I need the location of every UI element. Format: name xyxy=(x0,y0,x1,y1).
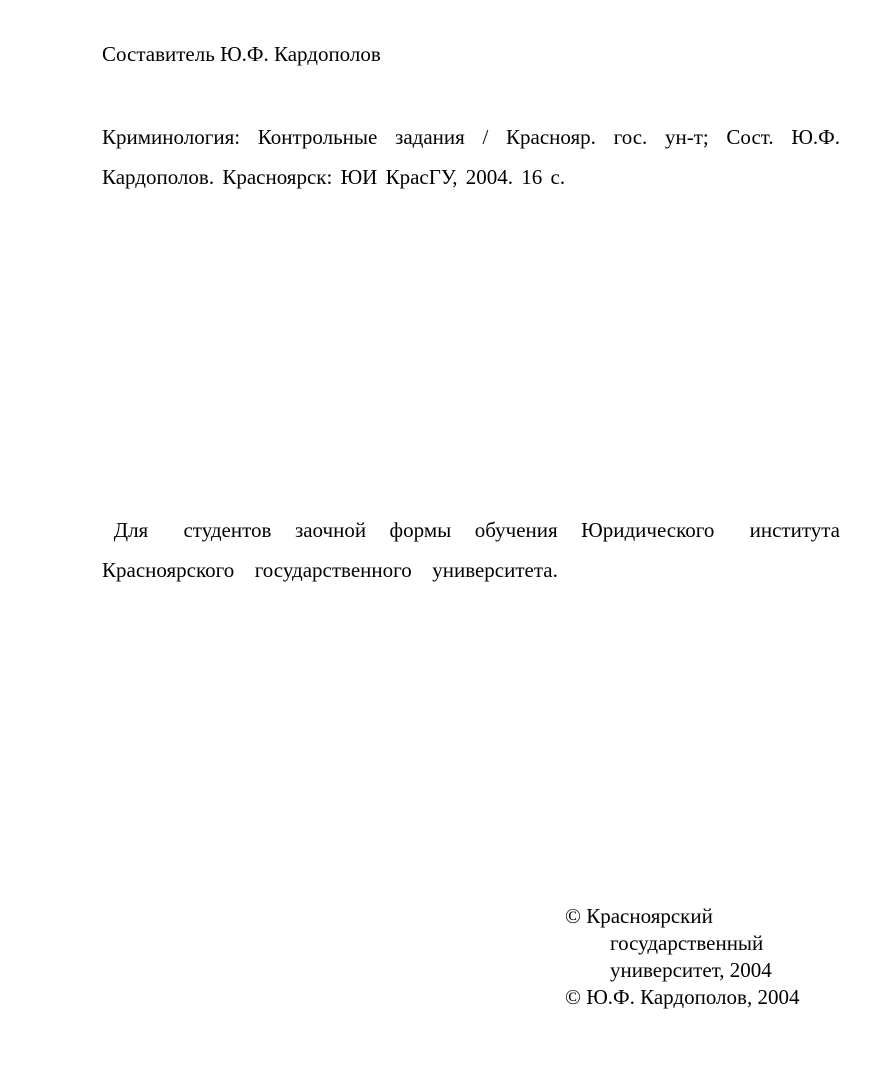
compiler-text: Составитель Ю.Ф. Кардополов xyxy=(102,42,381,66)
audience-line-2: Красноярского государственного университета. xyxy=(102,558,558,582)
bibliographic-line-2: Кардополов. Красноярск: ЮИ КрасГУ, 2004. 16 с. xyxy=(102,165,566,189)
audience-note xyxy=(102,510,840,590)
compiler-line xyxy=(102,41,840,67)
bibliographic-line-1: Криминология: Контрольные задания / Краснояр. гос. ун-т; Сост. Ю.Ф. xyxy=(102,125,840,149)
copyright-line-author: © Ю.Ф. Кардополов, 2004 xyxy=(565,985,800,1009)
copyright-line-university-3: университет, 2004 xyxy=(610,958,772,982)
copyright-line-university-2: государственный xyxy=(610,931,764,955)
audience-line-1: Для студентов заочной формы обучения Юридического института xyxy=(102,518,840,542)
copyright-line-university: © Красноярский xyxy=(565,904,713,928)
copyright-block xyxy=(565,903,865,1011)
bibliographic-entry xyxy=(102,117,840,197)
